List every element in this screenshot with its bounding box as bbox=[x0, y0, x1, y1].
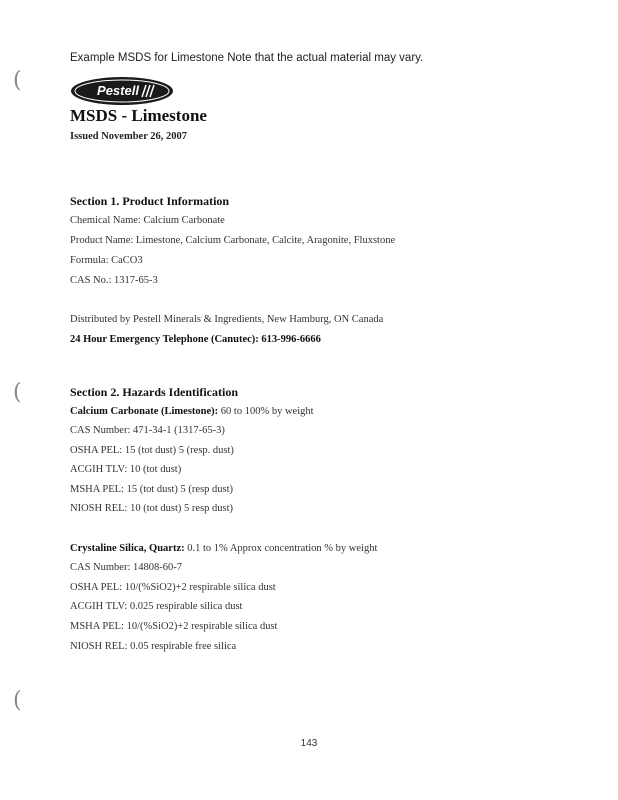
cas-number: CAS No.: 1317-65-3 bbox=[70, 275, 158, 286]
binder-hole-mark: ( bbox=[13, 380, 22, 405]
formula: Formula: CaCO3 bbox=[70, 255, 143, 266]
calcium-carbonate-line bbox=[70, 406, 314, 417]
chemical-name: Chemical Name: Calcium Carbonate bbox=[70, 215, 225, 226]
header-note: Example MSDS for Limestone Note that the actual material may vary. bbox=[70, 52, 424, 64]
cc-niosh-rel: NIOSH REL: 10 (tot dust) 5 resp dust) bbox=[70, 503, 234, 514]
quartz-name: Crystaline Silica, Quartz: bbox=[70, 543, 185, 554]
cc-osha-pel: OSHA PEL: 15 (tot dust) 5 (resp. dust) bbox=[70, 445, 234, 456]
cc-msha-pel: MSHA PEL: 15 (tot dust) 5 (resp dust) bbox=[70, 484, 234, 495]
pestell-logo bbox=[70, 76, 174, 106]
calcium-carbonate-name: Calcium Carbonate (Limestone): bbox=[70, 406, 219, 417]
quartz-line bbox=[70, 543, 377, 554]
document-title: MSDS - Limestone bbox=[70, 106, 207, 125]
qz-osha-pel: OSHA PEL: 10/(%SiO2)+2 respirable silica dust bbox=[70, 582, 276, 593]
section2-heading: Section 2. Hazards Identification bbox=[70, 385, 238, 399]
qz-niosh-rel: NIOSH REL: 0.05 respirable free silica bbox=[70, 641, 237, 652]
distributor: Distributed by Pestell Minerals & Ingredients, New Hamburg, ON Canada bbox=[70, 314, 384, 325]
cc-acgih-tlv: ACGIH TLV: 10 (tot dust) bbox=[70, 464, 182, 475]
qz-acgih-tlv: ACGIH TLV: 0.025 respirable silica dust bbox=[70, 601, 243, 612]
logo-text: Pestell bbox=[97, 83, 139, 98]
product-name: Product Name: Limestone, Calcium Carbonate, Calcite, Aragonite, Fluxstone bbox=[70, 235, 396, 246]
quartz-percent: 0.1 to 1% Approx concentration % by weight bbox=[184, 543, 378, 554]
calcium-carbonate-percent: 60 to 100% by weight bbox=[218, 406, 314, 417]
cc-cas-number: CAS Number: 471-34-1 (1317-65-3) bbox=[70, 425, 225, 436]
qz-cas-number: CAS Number: 14808-60-7 bbox=[70, 562, 182, 573]
emergency-telephone: 24 Hour Emergency Telephone (Canutec): 613-996-6666 bbox=[70, 334, 321, 345]
issued-date: Issued November 26, 2007 bbox=[70, 131, 188, 142]
qz-msha-pel: MSHA PEL: 10/(%SiO2)+2 respirable silica dust bbox=[70, 621, 278, 632]
page-number: 143 bbox=[300, 738, 318, 749]
binder-hole-mark: ( bbox=[13, 688, 22, 713]
binder-hole-mark: ( bbox=[13, 68, 22, 93]
section1-heading: Section 1. Product Information bbox=[70, 194, 230, 208]
